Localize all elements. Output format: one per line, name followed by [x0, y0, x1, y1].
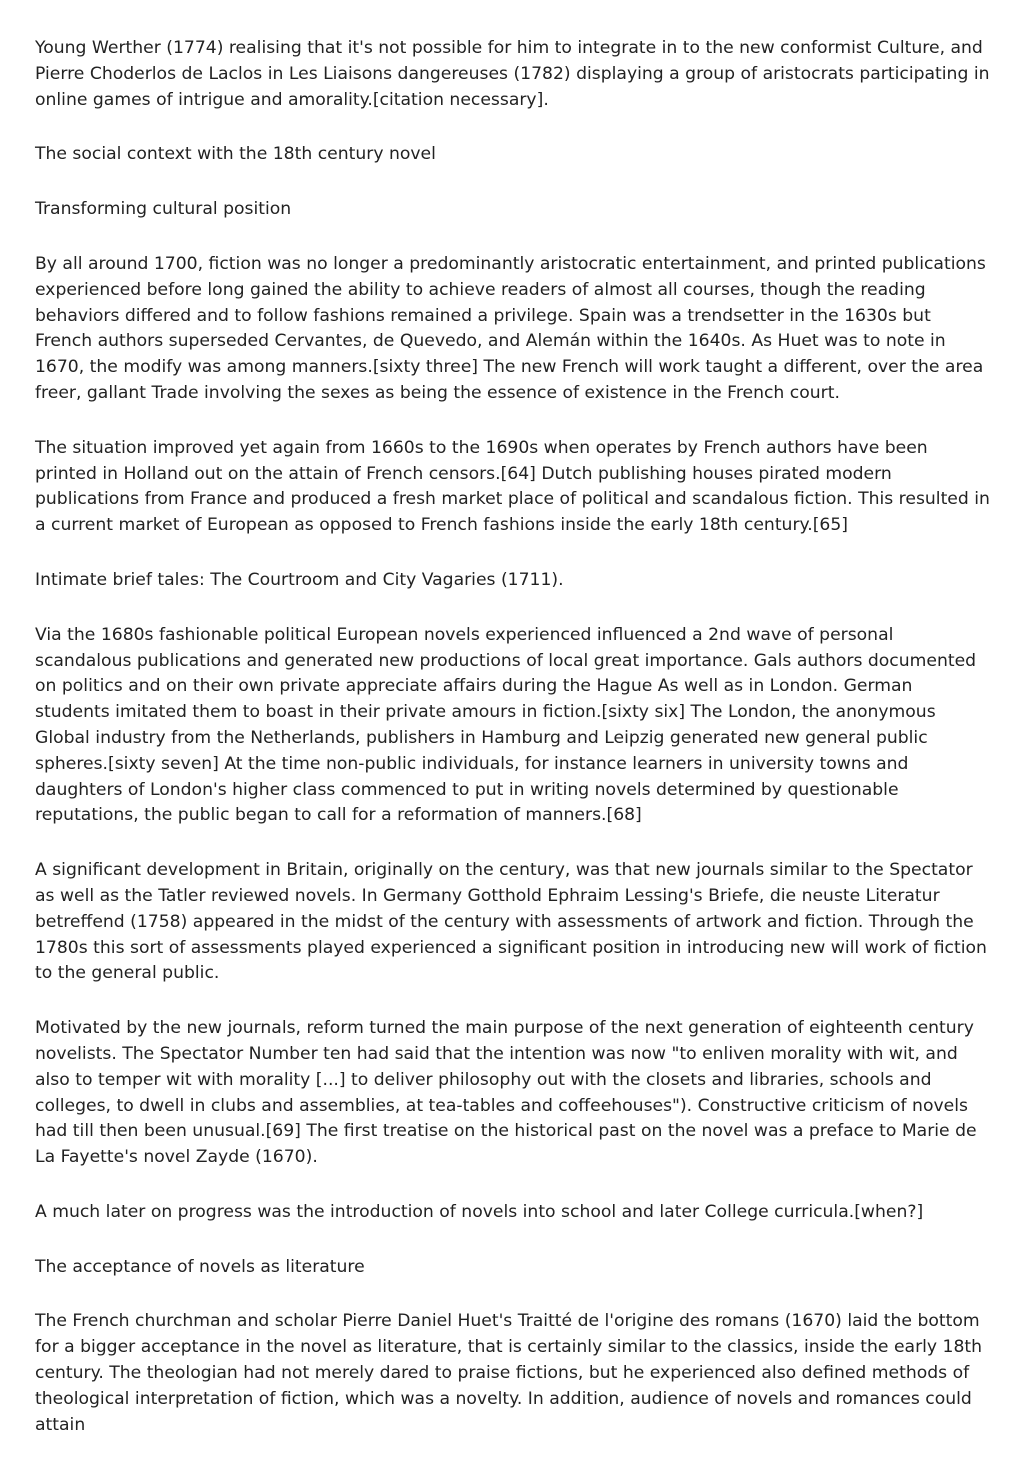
- heading-intimate-tales: Intimate brief tales: The Courtroom and City Vagaries (1711).: [35, 569, 564, 590]
- paragraph-1660s-1690s: The situation improved yet again from 1660s to the 1690s when operates by French authors have been printed in Holland out on the attain of French censors.[64] Dutch publishing houses pirated modern publications from France and produced a fresh market place of political and scandalous fiction. This resulted in a current market of European as opposed to French fashions inside the early 18th century.[65]: [35, 437, 990, 536]
- paragraph-huet-traitte: The French churchman and scholar Pierre Daniel Huet's Traitté de l'origine des romans (1670) laid the bottom for a bigger acceptance in the novel as literature, that is certainly similar to the classics, inside the early 18th century. The theologian had not merely dared to praise fictions, but he experienced also defined methods of theological interpretation of fiction, which was a novelty. In addition, audience of novels and romances could attain: [35, 1311, 983, 1435]
- paragraph-journals-britain: A significant development in Britain, originally on the century, was that new journals similar to the Spectator as well as the Tatler reviewed novels. In Germany Gotthold Ephraim Lessing's Briefe, die neuste Literatur betreffend (1758) appeared in the midst of the century with assessments of artwork and fiction. Through the 1780s this sort of assessments played experienced a significant position in introducing new will work of fiction to the general public.: [35, 860, 987, 984]
- heading-acceptance-novels: The acceptance of novels as literature: [35, 1256, 365, 1277]
- heading-social-context: The social context with the 18th century novel: [35, 144, 436, 165]
- paragraph-werther-laclos: Young Werther (1774) realising that it's not possible for him to integrate in to the new conformist Culture, and Pierre Choderlos de Laclos in Les Liaisons dangereuses (1782) displaying a group of aristocrats participating in online games of intrigue and amorality.[citation necessary].: [35, 38, 990, 110]
- paragraph-around-1700: By all around 1700, fiction was no longer a predominantly aristocratic entertainment, and printed publications experienced before long gained the ability to achieve readers of almost all courses, though the reading behaviors differed and to follow fashions remained a privilege. Spain was a trendsetter in the 1630s but French authors superseded Cervantes, de Quevedo, and Alemán within the 1640s. As Huet was to note in 1670, the modify was among manners.[sixty three] The new French will work taught a different, over the area freer, gallant Trade involving the sexes as being the essence of existence in the French court.: [35, 253, 986, 403]
- document-page: [35, 36, 991, 1467]
- heading-cultural-position: Transforming cultural position: [35, 199, 292, 220]
- paragraph-school-curricula: A much later on progress was the introduction of novels into school and later College curricula.[when?]: [35, 1201, 924, 1222]
- paragraph-1680s-novels: Via the 1680s fashionable political European novels experienced influenced a 2nd wave of personal scandalous publications and generated new productions of local great importance. Gals authors documented on politics and on their own private appreciate affairs during the Hague As well as in London. German students imitated them to boast in their private amours in fiction.[sixty six] The London, the anonymous Global industry from the Netherlands, publishers in Hamburg and Leipzig generated new general public spheres.[sixty seven] At the time non-public individuals, for instance learners in university towns and daughters of London's higher class commenced to put in writing novels determined by questionable reputations, the public began to call for a reformation of manners.[68]: [35, 624, 977, 826]
- paragraph-reform-novelists: Motivated by the new journals, reform turned the main purpose of the next generation of eighteenth century novelists. The Spectator Number ten had said that the intention was now "to enliven morality with wit, and also to temper wit with morality [...] to deliver philosophy out with the closets and libraries, schools and colleges, to dwell in clubs and assemblies, at tea-tables and coffeehouses"). Constructive criticism of novels had till then been unusual.[69] The first treatise on the historical past on the novel was a preface to Marie de La Fayette's novel Zayde (1670).: [35, 1018, 977, 1168]
